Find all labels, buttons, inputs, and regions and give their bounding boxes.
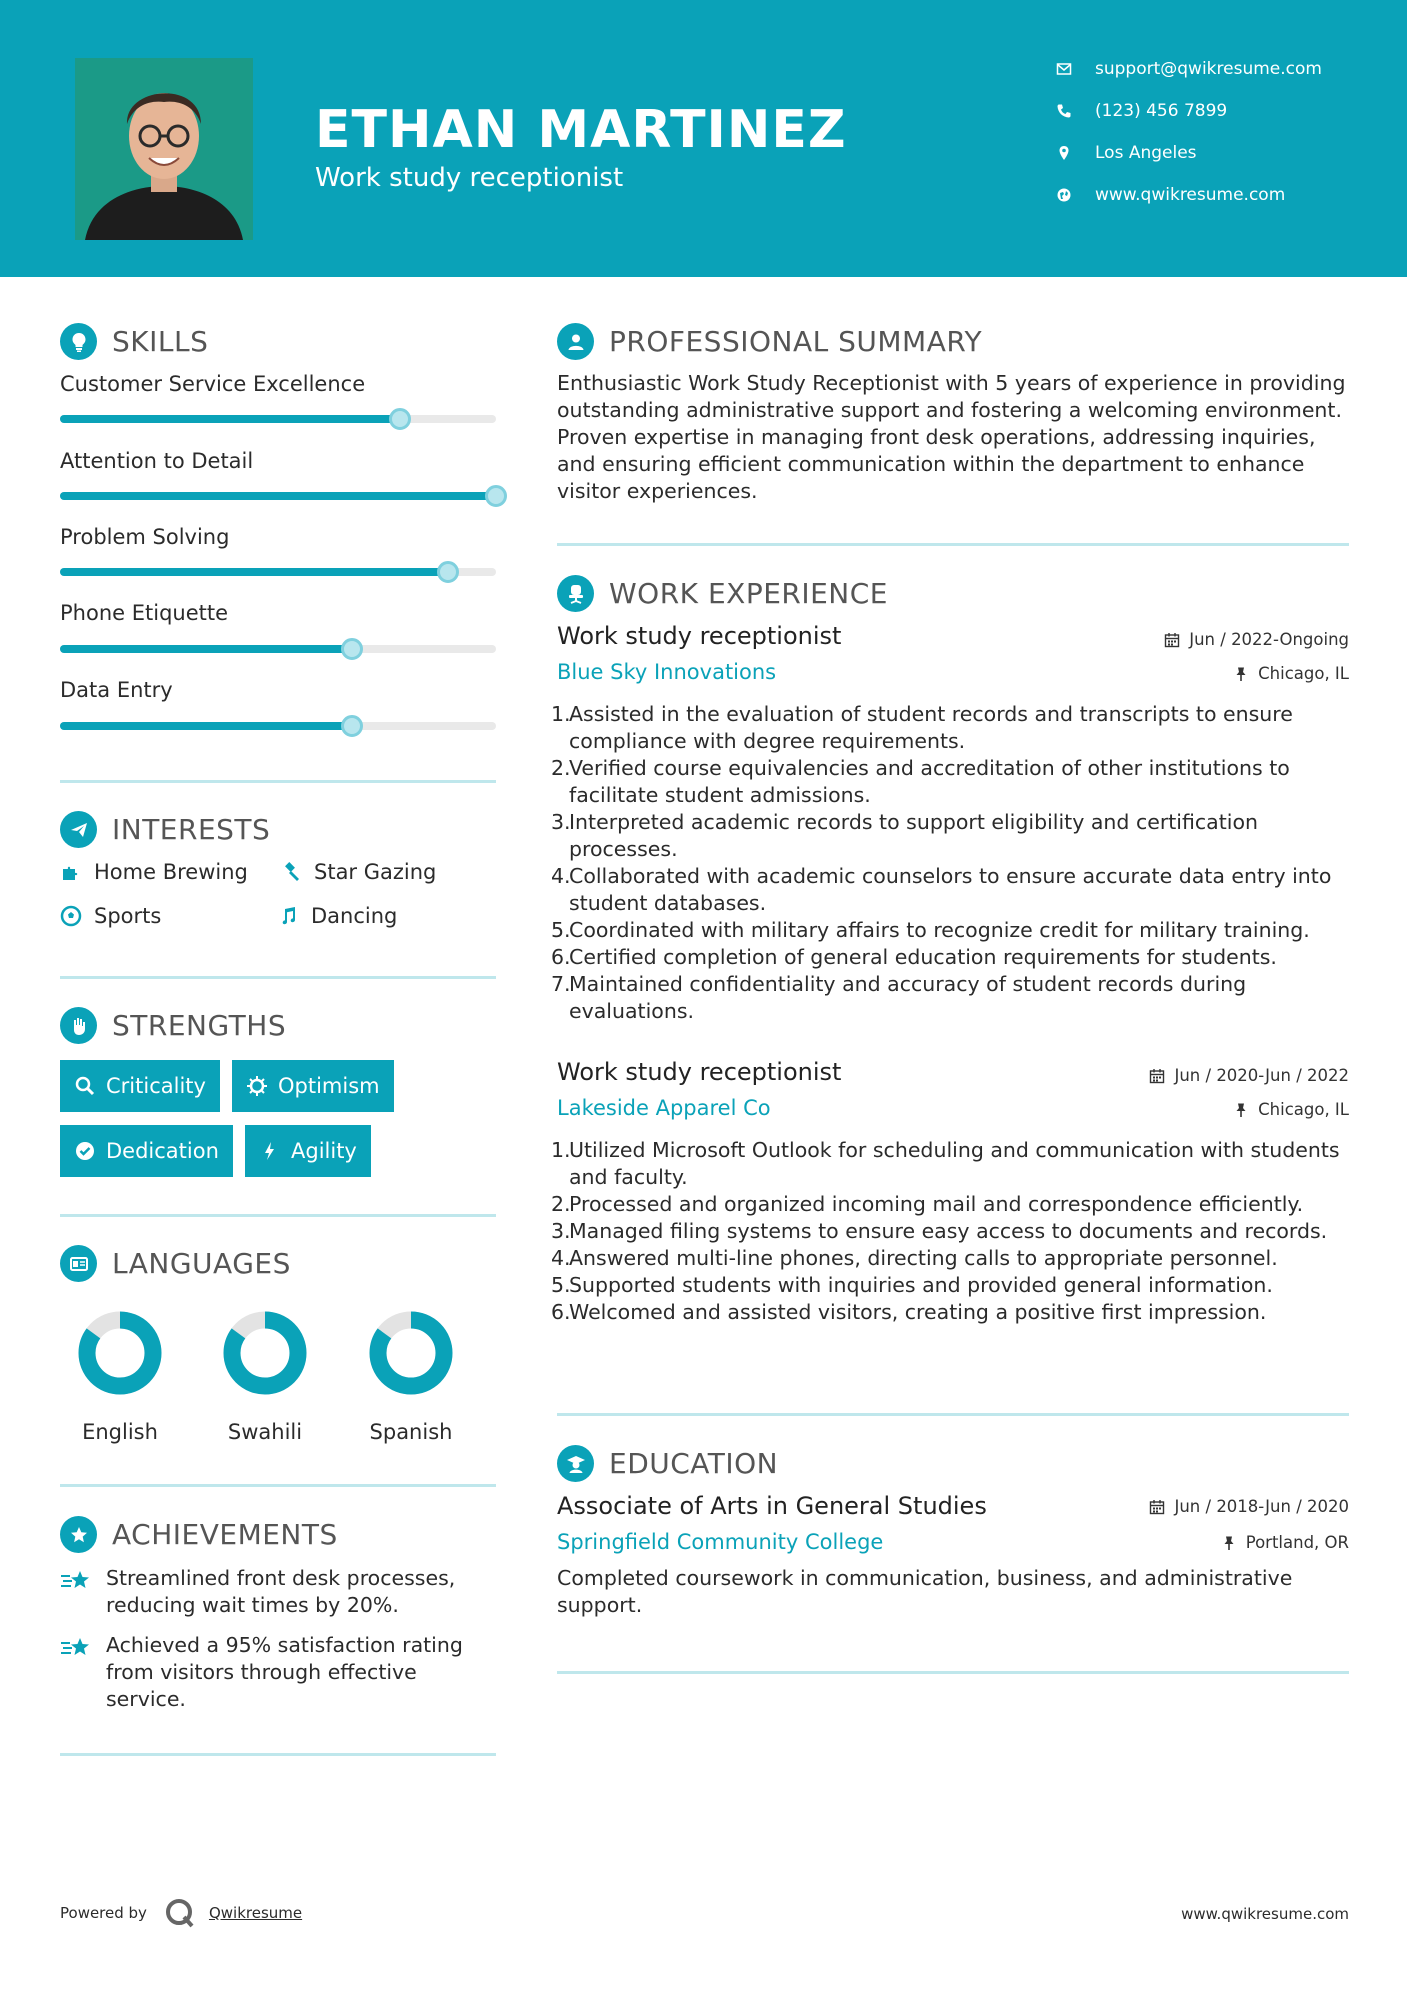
gavel-icon — [278, 859, 304, 885]
skill-bar — [60, 568, 496, 576]
duty-item: 1. Utilized Microsoft Outlook for scheduling and communication with students and faculty. — [551, 1138, 1340, 1189]
duty-item: 6. Certified completion of general education requirements for students. — [551, 945, 1277, 969]
section-divider — [60, 780, 496, 783]
education-heading: EDUCATION — [557, 1445, 778, 1482]
shooting-star-icon — [60, 1632, 94, 1713]
calendar-icon — [1149, 1068, 1165, 1084]
sun-icon — [246, 1075, 268, 1097]
interest-item: Sports — [58, 903, 161, 929]
duty-item: 4. Collaborated with academic counselors to ensure accurate data entry into student databases. — [551, 864, 1332, 915]
language-label: Spanish — [369, 1420, 453, 1444]
interest-item: Dancing — [275, 903, 397, 929]
duty-item: 2. Processed and organized incoming mail and correspondence efficiently. — [551, 1192, 1304, 1216]
skill-label: Data Entry — [60, 678, 173, 702]
phone-icon — [1055, 102, 1073, 120]
company-name: Lakeside Apparel Co — [557, 1096, 771, 1120]
footer-powered-by: Powered by Qwikresume — [60, 1896, 302, 1930]
section-divider — [60, 976, 496, 979]
qwikresume-logo-icon — [163, 1896, 197, 1930]
language-donut — [220, 1308, 310, 1398]
skill-bar-knob — [341, 715, 363, 737]
candidate-name: ETHAN MARTINEZ — [315, 100, 847, 160]
language-donut — [366, 1308, 456, 1398]
contact-email[interactable]: support@qwikresume.com — [1055, 54, 1385, 84]
duty-item: 4. Answered multi-line phones, directing calls to appropriate personnel. — [551, 1246, 1278, 1270]
contact-phone[interactable]: (123) 456 7899 — [1055, 96, 1385, 126]
achievement-item: Streamlined front desk processes, reducing wait times by 20%. — [60, 1565, 500, 1619]
summary-text: Enthusiastic Work Study Receptionist with 5 years of experience in providing outstanding administrative support and fostering a welcoming environment. Proven expertise in managing front desk operations, addressing inquiries, and ensuring efficient communication within the department to enhance visitor experiences. — [557, 371, 1346, 503]
duty-list — [551, 701, 1362, 1025]
puzzle-icon — [58, 859, 84, 885]
calendar-icon — [1149, 1499, 1165, 1515]
summary-heading: PROFESSIONAL SUMMARY — [557, 323, 982, 360]
check-circle-icon — [74, 1140, 96, 1162]
interest-item: Home Brewing — [58, 859, 248, 885]
interests-heading: INTERESTS — [60, 811, 270, 848]
section-divider — [557, 1413, 1349, 1416]
duty-item: 6. Welcomed and assisted visitors, creating a positive first impression. — [551, 1300, 1267, 1324]
shooting-star-icon — [60, 1565, 94, 1619]
language-item — [205, 1308, 325, 1444]
paper-plane-icon — [60, 811, 97, 848]
language-label: English — [82, 1420, 158, 1444]
skill-bar — [60, 722, 496, 730]
pushpin-icon — [1233, 666, 1249, 682]
skill-bar — [60, 645, 496, 653]
school-name: Springfield Community College — [557, 1530, 884, 1554]
job-dates: Jun / 2022-Ongoing — [1164, 630, 1349, 649]
location-pin-icon — [1055, 144, 1073, 162]
hand-icon — [60, 1007, 97, 1044]
degree-title: Associate of Arts in General Studies — [557, 1492, 987, 1520]
job-title: Work study receptionist — [557, 1058, 842, 1086]
star-badge-icon — [60, 1516, 97, 1553]
skill-bar-knob — [341, 638, 363, 660]
strength-tag: Dedication — [60, 1125, 233, 1177]
duty-item: 5. Supported students with inquiries and provided general information. — [551, 1273, 1273, 1297]
strength-tag: Optimism — [232, 1060, 394, 1112]
skill-bar-fill — [60, 645, 352, 653]
pushpin-icon — [1221, 1535, 1237, 1551]
duty-item: 5. Coordinated with military affairs to recognize credit for military training. — [551, 918, 1310, 942]
skill-bar-knob — [437, 561, 459, 583]
job-title: Work study receptionist — [557, 622, 842, 650]
achievements-heading: ACHIEVEMENTS — [60, 1516, 338, 1553]
calendar-icon — [1164, 632, 1180, 648]
globe-icon — [1055, 186, 1073, 204]
skill-bar-knob — [485, 485, 507, 507]
achievement-item: Achieved a 95% satisfaction rating from visitors through effective service. — [60, 1632, 500, 1713]
strength-tag: Criticality — [60, 1060, 220, 1112]
language-icon — [60, 1245, 97, 1282]
education-dates: Jun / 2018-Jun / 2020 — [1149, 1497, 1349, 1516]
job-location: Chicago, IL — [1233, 664, 1349, 683]
duty-item: 2. Verified course equivalencies and accreditation of other institutions to facilitate student admissions. — [551, 756, 1290, 807]
contact-website[interactable]: www.qwikresume.com — [1055, 180, 1385, 210]
skill-bar — [60, 415, 496, 423]
job-location: Chicago, IL — [1233, 1100, 1349, 1119]
skill-label: Customer Service Excellence — [60, 372, 366, 396]
skill-bar-fill — [60, 415, 400, 423]
duty-item: 3. Interpreted academic records to support eligibility and certification processes. — [551, 810, 1259, 861]
skill-bar-knob — [389, 408, 411, 430]
duty-item: 1. Assisted in the evaluation of student records and transcripts to ensure compliance with degree requirements. — [551, 702, 1293, 753]
language-donut — [75, 1308, 165, 1398]
contact-location: Los Angeles — [1055, 138, 1385, 168]
user-icon — [557, 323, 594, 360]
resume-header — [0, 0, 1407, 277]
skills-heading: SKILLS — [60, 323, 208, 360]
strength-tag: Agility — [245, 1125, 371, 1177]
language-label: Swahili — [227, 1420, 303, 1444]
section-divider — [557, 543, 1349, 546]
skill-bar-fill — [60, 492, 496, 500]
bolt-icon — [259, 1140, 281, 1162]
skill-label: Phone Etiquette — [60, 601, 229, 625]
skill-bar-fill — [60, 722, 352, 730]
footer-website[interactable]: www.qwikresume.com — [1181, 1905, 1349, 1923]
strengths-heading: STRENGTHS — [60, 1007, 286, 1044]
education-description: Completed coursework in communication, business, and administrative support. — [557, 1566, 1293, 1617]
candidate-role: Work study receptionist — [315, 163, 624, 193]
language-item — [351, 1308, 471, 1444]
skill-label: Problem Solving — [60, 525, 230, 549]
company-name: Blue Sky Innovations — [557, 660, 777, 684]
section-divider — [60, 1484, 496, 1487]
languages-heading: LANGUAGES — [60, 1245, 291, 1282]
lightbulb-icon — [60, 323, 97, 360]
education-location: Portland, OR — [1221, 1533, 1349, 1552]
pushpin-icon — [1233, 1102, 1249, 1118]
skill-label: Attention to Detail — [60, 449, 254, 473]
interest-item: Star Gazing — [278, 859, 436, 885]
duty-list — [551, 1137, 1362, 1326]
mail-icon — [1055, 60, 1073, 78]
soccer-ball-icon — [58, 903, 84, 929]
qwikresume-link[interactable]: Qwikresume — [208, 1904, 303, 1922]
graduate-icon — [557, 1445, 594, 1482]
search-icon — [74, 1075, 96, 1097]
office-chair-icon — [557, 575, 594, 612]
skill-bar — [60, 492, 496, 500]
job-dates: Jun / 2020-Jun / 2022 — [1149, 1066, 1349, 1085]
music-note-icon — [275, 903, 301, 929]
section-divider — [557, 1671, 1349, 1674]
duty-item: 7. Maintained confidentiality and accuracy of student records during evaluations. — [551, 972, 1247, 1023]
section-divider — [60, 1753, 496, 1756]
section-divider — [60, 1214, 496, 1217]
language-item — [60, 1308, 180, 1444]
duty-item: 3. Managed filing systems to ensure easy access to documents and records. — [551, 1219, 1328, 1243]
profile-photo — [75, 58, 253, 240]
skill-bar-fill — [60, 568, 448, 576]
experience-heading: WORK EXPERIENCE — [557, 575, 888, 612]
